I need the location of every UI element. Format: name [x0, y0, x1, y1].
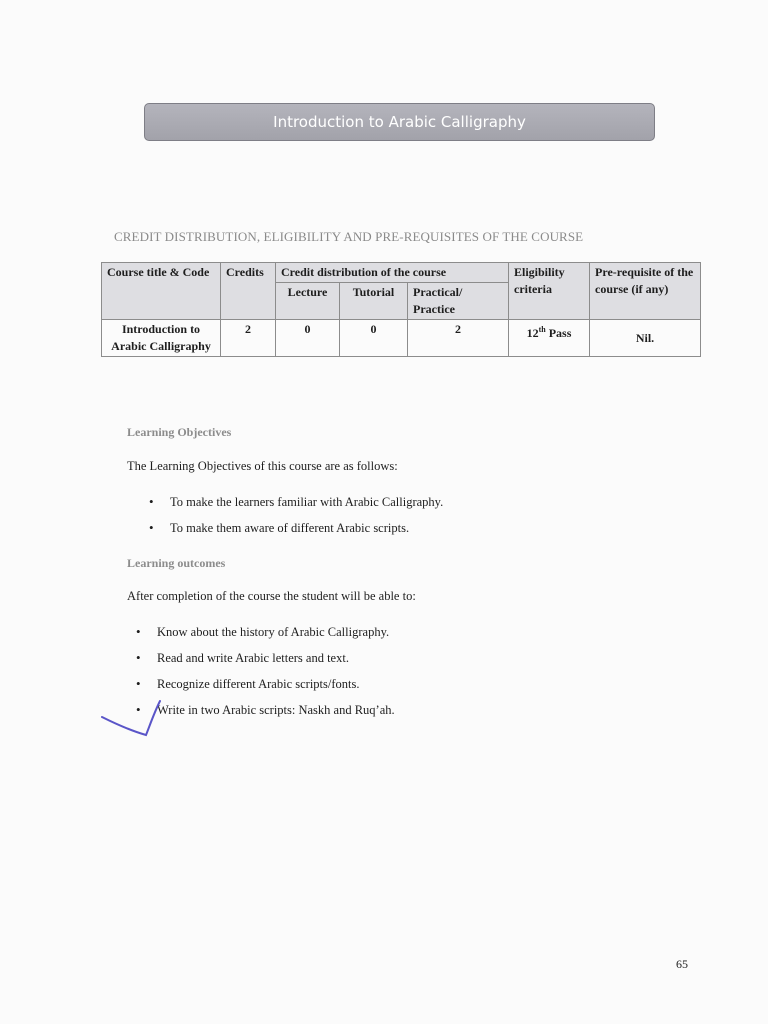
header-prerequisite: Pre-requisite of the course (if any)	[590, 263, 701, 320]
learning-objectives-heading: Learning Objectives	[127, 425, 232, 439]
cell-eligibility	[509, 320, 590, 357]
learning-objectives-list	[170, 493, 443, 545]
eligibility-number: 12	[526, 326, 539, 340]
list-item: • To make them aware of different Arabic scripts.	[170, 519, 443, 545]
learning-outcomes-list	[157, 623, 395, 727]
cell-lecture: 0	[276, 320, 340, 357]
table-row	[102, 320, 701, 357]
credit-distribution-table	[101, 262, 701, 357]
header-credits: Credits	[221, 263, 276, 320]
header-practical: Practical/ Practice	[408, 283, 509, 320]
eligibility-text: Pass	[545, 326, 572, 340]
list-item: • Read and write Arabic letters and text.	[157, 649, 395, 675]
cell-practical: 2	[408, 320, 509, 357]
cell-tutorial: 0	[340, 320, 408, 357]
table-header-row	[102, 263, 701, 283]
list-item: • Recognize different Arabic scripts/fonts.	[157, 675, 395, 701]
list-item: • Know about the history of Arabic Calligraphy.	[157, 623, 395, 649]
eligibility-superscript: th	[538, 325, 546, 334]
learning-outcomes-intro: After completion of the course the student will be able to:	[127, 589, 416, 603]
course-title-banner	[144, 103, 655, 141]
banner-title: Introduction to Arabic Calligraphy	[273, 113, 526, 131]
cell-course-title: Introduction to Arabic Calligraphy	[102, 320, 221, 357]
header-tutorial: Tutorial	[340, 283, 408, 320]
credit-section-heading: CREDIT DISTRIBUTION, ELIGIBILITY AND PRE-REQUISITES OF THE COURSE	[114, 229, 584, 244]
header-credit-distribution: Credit distribution of the course	[276, 263, 509, 283]
cell-prerequisite: Nil.	[590, 320, 701, 357]
handwritten-check-icon	[100, 695, 170, 745]
header-course-title: Course title & Code	[102, 263, 221, 320]
page-number: 65	[676, 957, 688, 971]
header-eligibility: Eligibility criteria	[509, 263, 590, 320]
list-item: • Write in two Arabic scripts: Naskh and Ruq’ah.	[157, 701, 395, 727]
learning-objectives-intro: The Learning Objectives of this course are as follows:	[127, 459, 398, 473]
list-item: • To make the learners familiar with Arabic Calligraphy.	[170, 493, 443, 519]
header-lecture: Lecture	[276, 283, 340, 320]
cell-credits: 2	[221, 320, 276, 357]
learning-outcomes-heading: Learning outcomes	[127, 556, 226, 570]
